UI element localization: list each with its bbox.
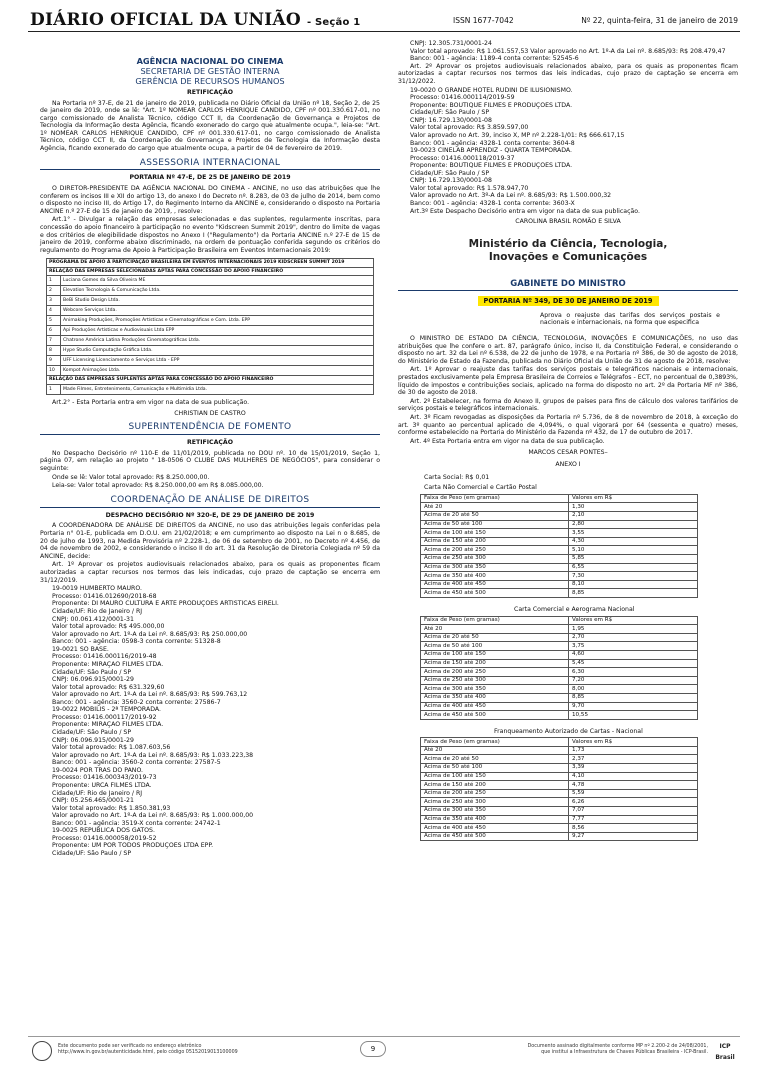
table-row — [421, 832, 698, 841]
portaria-47-art1: Art.1° - Divulgar a relação das empresas selecionadas e das suplentes, regularmente inscritas, para concessão do apoio financeiro à participação no evento "Kidscreen Summit 2019", dentro do limite de vagas e dos critérios de elegibilidade dispostos no Anexo I ("Regulamento") da Portaria ANCINE n.º 27-E de 15 de janeiro de 2019, conforme abaixo discriminado, na ordem de pontuação conferida segundo os critérios do regulamento do Programa de Apoio à Participação Brasileira em Eventos Internacionais 2019: — [40, 216, 380, 254]
portaria-349-preamble: O MINISTRO DE ESTADO DA CIÊNCIA, TECNOLOGIA, INOVAÇÕES E COMUNICAÇÕES, no uso das atribuições que lhe confere o art. 87, parágrafo único, inciso II, da Constituição Federal, e considerando o disposto no art. 32 da Lei nº 6.538, de 22 de junho de 1978, e na Portaria nº 386, de 30 de agosto de 2018, do Ministério de Estado da Fazenda, publicada no Diário Oficial da União de 31 de agosto de 2018, resolve: — [398, 335, 738, 365]
table-cell: 4,60 — [569, 650, 698, 659]
portaria-349-art2: Art. 2º Estabelecer, na forma do Anexo II, grupos de países para fins de cálculo dos valores tarifários de serviços postais e telegráficos internacionais. — [398, 397, 738, 413]
text-line: Valor total aprovado: R$ 1.850.381,93 — [52, 804, 171, 812]
table-header-row — [421, 616, 698, 625]
table-header-row — [421, 494, 698, 503]
tariff-table — [420, 737, 698, 841]
table-cell: Acima de 150 até 200 — [421, 659, 569, 668]
text-line: CNPJ: 06.096.915/0001-29 — [52, 676, 134, 684]
table-row — [421, 537, 698, 546]
issue-number-date: Nº 22, quinta-feira, 31 de janeiro de 2019 — [581, 16, 738, 25]
text-line: CNPJ: 00.061.412/0001-31 — [52, 615, 134, 623]
table-cell: 4,78 — [569, 781, 698, 790]
text-line: Processo: 01416.000343/2019-73 — [52, 774, 157, 782]
table-cell: 3,55 — [569, 529, 698, 538]
tariff-table — [420, 494, 698, 598]
table-row — [421, 572, 698, 581]
text-line: Cidade/UF: São Paulo / SP — [410, 169, 490, 177]
icp-brasil-logo: ICP Brasil — [715, 1043, 735, 1061]
text-line: Proponente: BOUTIQUE FILMES E PRODUÇÕES LTDA. — [410, 162, 573, 170]
table-cell: Acima de 150 até 200 — [421, 537, 569, 546]
table-row — [421, 685, 698, 694]
table-cell: Acima de 250 até 300 — [421, 555, 569, 564]
table-cell: 8,10 — [569, 580, 698, 589]
table-row: 10 Kompot Animações Ltda. — [47, 366, 374, 376]
table-cell: Acima de 300 até 350 — [421, 807, 569, 816]
table-header-cell: Valores em R$ — [569, 616, 698, 625]
text-line: Banco: 001 - agência: 1189-4 conta corrente: 52545-6 — [410, 55, 579, 63]
left-column — [40, 56, 380, 858]
coordenacao-heading: COORDENAÇÃO DE ANÁLISE DE DIREITOS — [40, 495, 380, 508]
despacho-art3: Art.3º Este Despacho Decisório entra em vigor na data de sua publicação. — [410, 207, 640, 215]
text-line: Valor aprovado no Art. 1º-A da Lei nº. 8.685/93: R$ 1.000.000,00 — [52, 812, 254, 820]
table-header-cell: Valores em R$ — [569, 494, 698, 503]
text-line: Banco: 001 - agência: 3560-2 conta corrente: 27586-7 — [52, 698, 221, 706]
kidscreen-table — [46, 258, 374, 395]
text-line: 19-0022 MOBILIS - 2ª TEMPORADA. — [52, 706, 161, 714]
table-row — [421, 520, 698, 529]
table-cell: 1,30 — [569, 503, 698, 512]
table-cell: Acima de 250 até 300 — [421, 676, 569, 685]
gerencia-name: GERÊNCIA DE RECURSOS HUMANOS — [135, 76, 285, 86]
portaria-349-art1: Art. 1º Aprovar o reajuste das tarifas dos serviços postais e telegráficos nacionais e internacionais, prestados exclusivamente pela Empresa Brasileira de Correios e Telégrafos - ECT, no percentual de 0,3893%, líquido de impostos e contribuições sociais, aplicado na forma do disposto no art. 2º da Portaria MF nº 386, de 30 de agosto de 2018. — [398, 366, 738, 397]
table-row — [421, 676, 698, 685]
portaria-47-text: O DIRETOR-PRESIDENTE DA AGÊNCIA NACIONAL DO CINEMA - ANCINE, no uso das atribuições que lhe conferem os incisos III e XII do artigo 13, do anexo I do Decreto nº. 8.283, de 03 de julho de 2014, bem como o disposto no inciso III, do Artigo 17, do Regimento Interno da ANCINE e, considerando o disposto na Portaria ANCINE n.º 27-E de 15 de janeiro de 2019, , resolve: — [40, 185, 380, 215]
table-subheading: RELAÇÃO DAS EMPRESAS SUPLENTES APTAS PARA CONCESSÃO DO APOIO FINANCEIRO — [47, 376, 374, 385]
table-cell: 7,07 — [569, 807, 698, 816]
table-cell: Até 20 — [421, 625, 569, 634]
footer-signature-note: Documento assinado digitalmente conforme MP nº 2.200-2 de 24/08/2001, que institui a Infraestrutura de Chaves Públicas Brasileira - ICP-Brasil. — [527, 1044, 708, 1055]
text-line: Cidade/UF: São Paulo / SP — [410, 109, 490, 117]
table-row — [421, 529, 698, 538]
text-line: Processo: 01416.000116/2019-48 — [52, 653, 157, 661]
section-label: - Seção 1 — [306, 17, 361, 28]
text-line: Processo: 01416.000114/2019-59 — [410, 94, 515, 102]
newspaper-title: DIÁRIO OFICIAL DA UNIÃO - Seção 1 — [30, 10, 361, 30]
tariff-table — [420, 616, 698, 720]
text-line: Banco: 001 - agência: 0598-3 conta corrente: 51328-8 — [52, 638, 221, 646]
table-row — [421, 659, 698, 668]
table-cell: 7,20 — [569, 676, 698, 685]
table-cell: 6,55 — [569, 563, 698, 572]
text-line: Proponente: UM POR TODOS PRODUÇÕES LTDA EPP. — [52, 842, 214, 850]
table-cell: 2,10 — [569, 512, 698, 521]
table-row — [421, 555, 698, 564]
retificacao-heading: RETIFICAÇÃO — [187, 89, 233, 96]
table-cell: Acima de 100 até 150 — [421, 772, 569, 781]
table-header-cell: Faixa de Peso (em gramas) — [421, 616, 569, 625]
text-line: Valor total aprovado: R$ 3.859.597,00 — [410, 124, 529, 132]
table-header-cell: Faixa de Peso (em gramas) — [421, 738, 569, 747]
table-cell: 3,75 — [569, 642, 698, 651]
text-line: 19-0024 POR TRÁS DO PANO. — [52, 766, 144, 774]
table-cell: 6,30 — [569, 668, 698, 677]
table-cell: Acima de 450 até 500 — [421, 832, 569, 841]
text-line: 19-0021 SÓ BASE. — [52, 645, 109, 653]
table-row — [421, 807, 698, 816]
table-row — [421, 755, 698, 764]
table-row — [421, 625, 698, 634]
footer-verification: Este documento pode ser verificado no endereço eletrônico http://www.in.gov.br/autenticidade.html, pelo código 05152019013100009 — [58, 1044, 238, 1055]
table-row — [421, 711, 698, 720]
secretaria-name: SECRETARIA DE GESTÃO INTERNA — [140, 66, 280, 76]
text-line: Proponente: MIRAÇÃO FILMES LTDA. — [52, 721, 164, 729]
anexo-heading: ANEXO I — [555, 461, 581, 469]
issn: ISSN 1677-7042 — [453, 16, 514, 25]
text-line: Valor aprovado no Art. 39, inciso X, MP nº 2.228-1/01: R$ 666.617,15 — [410, 131, 625, 139]
table-row — [421, 589, 698, 598]
text-line: Cidade/UF: Rio de Janeiro / RJ — [52, 789, 143, 797]
table-row — [421, 650, 698, 659]
text-line: Cidade/UF: São Paulo / SP — [52, 850, 132, 857]
table-row: 9 UFF Licensing Licenciamento e Serviços Ltda - EPP — [47, 356, 374, 366]
assessoria-heading: ASSESSORIA INTERNACIONAL — [40, 158, 380, 171]
table-cell: Acima de 200 até 250 — [421, 789, 569, 798]
table-cell: Acima de 350 até 400 — [421, 693, 569, 702]
table-row — [421, 772, 698, 781]
table-cell: Acima de 100 até 150 — [421, 650, 569, 659]
table-cell: Acima de 400 até 450 — [421, 702, 569, 711]
table-cell: 6,26 — [569, 798, 698, 807]
text-line: Valor total aprovado: R$ 495.000,00 — [52, 623, 165, 631]
signature: CAROLINA BRASIL ROMÃO E SILVA — [515, 218, 621, 226]
text-line: Valor aprovado no Art. 1º-A da Lei nº. 8.685/93: R$ 250.000,00 — [52, 630, 248, 638]
table-cell: 3,39 — [569, 764, 698, 773]
table-cell: Acima de 150 até 200 — [421, 781, 569, 790]
text-line: 19-0025 REPÚBLICA DOS GATOS. — [52, 827, 155, 835]
text-line: CNPJ: 16.729.130/0001-08 — [410, 177, 492, 185]
table-cell: 1,95 — [569, 625, 698, 634]
table-cell: Acima de 20 até 50 — [421, 512, 569, 521]
table-row: 5 Animaking Produções, Promoções Artísticas e Cinematográficas e Com. Ltda. EPP — [47, 316, 374, 326]
table-subheading: RELAÇÃO DAS EMPRESAS SELECIONADAS APTAS PARA CONCESSÃO DO APOIO FINANCEIRO — [47, 267, 374, 276]
project-list — [40, 585, 380, 857]
table-row — [421, 789, 698, 798]
text-line: Proponente: DI MAURO CULTURA E ARTE PRODUÇÕES ARTÍSTICAS EIRELI. — [52, 600, 279, 608]
text-line: Processo: 01416.000118/2019-37 — [410, 154, 515, 162]
despacho-art2: Art. 2º Aprovar os projetos audiovisuais relacionados abaixo, para os quais as proponentes ficam autorizadas a captar recursos nos termos das leis indicadas, cujo prazo de captação se encerra em 31/12/2022. — [398, 62, 738, 85]
table-row — [421, 563, 698, 572]
table-cell: 7,30 — [569, 572, 698, 581]
table-row — [421, 693, 698, 702]
table-cell: Acima de 400 até 450 — [421, 824, 569, 833]
gabinete-heading: GABINETE DO MINISTRO — [398, 279, 738, 291]
retificacao-heading: RETIFICAÇÃO — [187, 439, 233, 447]
text-line: Valor aprovado no Art. 3º-A da Lei nº. 8.685/93: R$ 1.500.000,32 — [410, 192, 612, 200]
table-title: PROGRAMA DE APOIO À PARTICIPAÇÃO BRASILEIRA EM EVENTOS INTERNACIONAIS 2019 KIDSCREEN SUMMIT 2019 — [47, 259, 374, 268]
table-row: 1 Luciana Gomes da Silva Oliveira ME — [47, 276, 374, 286]
page-number: 9 — [360, 1041, 386, 1057]
table-row — [421, 764, 698, 773]
table-cell: 5,85 — [569, 555, 698, 564]
table-cell: 10,55 — [569, 711, 698, 720]
table-cell: 2,37 — [569, 755, 698, 764]
table-cell: 9,70 — [569, 702, 698, 711]
despacho-art1: Art. 1º Aprovar os projetos audiovisuais relacionados abaixo, para os quais as proponentes ficam autorizadas a captar recursos nos termos das leis indicadas, cujo prazo de captação se encerra em 31/12/2019. — [40, 561, 380, 584]
text-line: Proponente: BOUTIQUE FILMES E PRODUÇÕES LTDA. — [410, 101, 573, 109]
table-cell: 8,56 — [569, 824, 698, 833]
text-line: Banco: 001 - agência: 3519-X conta corrente: 24742-1 — [52, 819, 221, 827]
table-row — [421, 668, 698, 677]
table-row — [421, 512, 698, 521]
table-cell: 5,59 — [569, 789, 698, 798]
table-row — [421, 702, 698, 711]
table-row: 3 BeBi Studio Design Ltda. — [47, 296, 374, 306]
text-line: Proponente: MIRAÇÃO FILMES LTDA. — [52, 660, 164, 668]
table-cell: Acima de 50 até 100 — [421, 642, 569, 651]
table-cell: Acima de 20 até 50 — [421, 633, 569, 642]
table-row — [421, 546, 698, 555]
onde-se-le: Onde se lê: Valor total aprovado: R$ 8.250.000,00. — [52, 473, 210, 481]
page-header — [28, 6, 740, 32]
text-line: Banco: 001 - agência: 4328-1 conta corrente: 3603-X — [410, 200, 575, 207]
text-line: 19-0023 CINELAB APRENDIZ - QUARTA TEMPORADA. — [410, 147, 572, 155]
text-line: Valor aprovado no Art. 1º-A da Lei nº. 8.685/93: R$ 1.033.223,38 — [52, 751, 254, 759]
table-row: 7 Chatrone América Latina Produções Cinematográficas Ltda. — [47, 336, 374, 346]
table-header-cell: Valores em R$ — [569, 738, 698, 747]
table-cell: Acima de 350 até 400 — [421, 572, 569, 581]
project-list — [398, 87, 738, 208]
table-cell: 8,00 — [569, 685, 698, 694]
table-cell: Acima de 300 até 350 — [421, 685, 569, 694]
table-row — [421, 503, 698, 512]
portaria-47-art2: Art.2° - Esta Portaria entra em vigor na data de sua publicação. — [52, 399, 250, 407]
table-cell: Acima de 200 até 250 — [421, 668, 569, 677]
text-line: 19-0020 O GRANDE HOTEL RUDINI DE ILUSIONISMO. — [410, 86, 573, 94]
table-row — [421, 580, 698, 589]
text-line: CNPJ: 16.729.130/0001-08 — [410, 116, 492, 124]
table-cell: Acima de 100 até 150 — [421, 529, 569, 538]
table-cell: 5,10 — [569, 546, 698, 555]
tariff-table-title: Franqueamento Autorizado de Cartas - Nacional — [494, 727, 643, 735]
table-cell: Acima de 50 até 100 — [421, 764, 569, 773]
table-row — [421, 746, 698, 755]
table-cell: Acima de 50 até 100 — [421, 520, 569, 529]
table-row — [421, 798, 698, 807]
text-line: Processo: 01416.012690/2018-68 — [52, 592, 157, 600]
portaria-349-art3: Art. 3º Ficam revogadas as disposições da Portaria nº 5.736, de 8 de novembro de 2018, à exceção do art. 3º quanto ao percentual aplicado de 4,094%, o qual vigorará por 64 (sessenta e quatro) meses, conforme estabelecido na Portaria do Ministério da Fazenda nº 432, de 17 de outubro de 2017. — [398, 414, 738, 437]
table-cell: Acima de 300 até 350 — [421, 563, 569, 572]
text-line: CNPJ: 12.305.731/0001-24 — [410, 40, 492, 47]
table-cell: Até 20 — [421, 503, 569, 512]
table-cell: 5,45 — [569, 659, 698, 668]
table-cell: Acima de 20 até 50 — [421, 755, 569, 764]
table-cell: 2,80 — [569, 520, 698, 529]
table-cell: Até 20 — [421, 746, 569, 755]
despacho-text: A COORDENADORA DE ANÁLISE DE DIREITOS da ANCINE, no uso das atribuições legais conferidas pela Portaria n° 01-E, publicada em D.O.U. em 21/02/2018; e em cumprimento ao disposto na Lei n o 8.685, de 20 de julho de 1993, na Medida Provisória nº 2.228-1, de 06 de setembro de 2001, no Decreto nº 4.456, de 04 de novembro de 2002, e considerando o inciso II do art. 31 da Resolução de Diretoria Colegiada nº 59 da ANCINE, decide: — [40, 522, 380, 560]
ementa: Aprova o reajuste das tarifas dos serviços postais e nacionais e internacionais, na forma que especifica — [540, 311, 720, 327]
text-line: Valor total aprovado: R$ 1.061.557,53 Valor aprovado no Art. 1º-A da Lei nº. 8.685/93: R$ 208.479,47 — [410, 47, 726, 55]
table-cell: Acima de 450 até 500 — [421, 711, 569, 720]
text-line: Banco: 001 - agência: 4328-1 conta corrente: 3604-8 — [410, 139, 575, 147]
coat-of-arms-icon — [32, 1041, 52, 1061]
retificacao-text: No Despacho Decisório nº 110-E de 11/01/2019, publicada no DOU nº. 10 de 15/01/2019, Seção 1, página 07, em relação ao projeto " 18-0506 O CLUBE DAS MULHERES DE NEGÓCIOS", para considerar o seguinte: — [40, 449, 380, 472]
table-row: 2 Elevation Tecnologia & Comunicação Ltda. — [47, 286, 374, 296]
tariff-table-title: Carta Não Comercial e Cartão Postal — [424, 484, 537, 492]
table-row: 6 Api Produções Artísticas e Audiovisuais Ltda EPP — [47, 326, 374, 336]
table-row: 8 Hype Studio Computação Gráfica Ltda. — [47, 346, 374, 356]
leia-se: Leia-se: Valor total aprovado: R$ 8.250.000,00 em R$ 8.085.000,00. — [52, 482, 264, 490]
table-cell: Acima de 400 até 450 — [421, 580, 569, 589]
signature: MARCOS CESAR PONTES– — [528, 448, 608, 456]
project-list — [398, 40, 738, 63]
table-row — [421, 781, 698, 790]
portaria-47-title: PORTARIA Nº 47-E, DE 25 DE JANEIRO DE 2019 — [129, 174, 291, 182]
table-row — [421, 633, 698, 642]
text-line: Valor total aprovado: R$ 1.087.603,56 — [52, 744, 171, 752]
text-line: Valor total aprovado: R$ 1.578.947,70 — [410, 184, 529, 192]
tariff-table-title: Carta Comercial e Aerograma Nacional — [514, 606, 635, 614]
table-cell: 8,85 — [569, 589, 698, 598]
table-header-row — [421, 738, 698, 747]
table-cell: Acima de 350 até 400 — [421, 815, 569, 824]
text-line: Valor aprovado no Art. 1º-A da Lei nº. 8.685/93: R$ 599.763,12 — [52, 691, 248, 699]
text-line: Cidade/UF: São Paulo / SP — [52, 668, 132, 676]
text-line: CNPJ: 05.256.465/0001-21 — [52, 797, 134, 805]
table-row — [421, 642, 698, 651]
text-line: Cidade/UF: São Paulo / SP — [52, 729, 132, 736]
table-cell: Acima de 450 até 500 — [421, 589, 569, 598]
carta-social: Carta Social: R$ 0,01 — [424, 473, 490, 481]
table-row — [421, 815, 698, 824]
signature: CHRISTIAN DE CASTRO — [174, 409, 246, 417]
table-cell: Acima de 200 até 250 — [421, 546, 569, 555]
table-cell: Acima de 250 até 300 — [421, 798, 569, 807]
text-line: Processo: 01416.000117/2019-92 — [52, 713, 157, 721]
despacho-title: DESPACHO DECISÓRIO Nº 320-E, DE 29 DE JANEIRO DE 2019 — [105, 511, 315, 519]
ministry-name: Ministério da Ciência, Tecnologia, Inovações e Comunicações — [468, 237, 668, 264]
portaria-349-art4: Art. 4º Esta Portaria entra em vigor na data de sua publicação. — [410, 438, 605, 446]
table-row — [421, 824, 698, 833]
table-cell: 8,85 — [569, 693, 698, 702]
page-footer — [28, 1036, 740, 1076]
text-line: Cidade/UF: Rio de Janeiro / RJ — [52, 608, 143, 615]
table-cell: 4,10 — [569, 772, 698, 781]
table-cell: 2,70 — [569, 633, 698, 642]
table-cell: 1,73 — [569, 746, 698, 755]
text-line: 19-0019 HUMBERTO MAURO. — [52, 585, 142, 593]
table-row: 1 Made Filmes, Entretenimento, Comunicação e Multimídia Ltda. — [47, 385, 374, 395]
table-cell: 7,77 — [569, 815, 698, 824]
superintendencia-heading: SUPERINTENDÊNCIA DE FOMENTO — [40, 422, 380, 435]
text-line: Valor total aprovado: R$ 631.329,60 — [52, 683, 165, 691]
text-line: Processo: 01416.000058/2019-52 — [52, 834, 157, 842]
right-column — [398, 40, 738, 849]
table-header-cell: Faixa de Peso (em gramas) — [421, 494, 569, 503]
portaria-349-title: PORTARIA Nº 349, DE 30 DE JANEIRO DE 2019 — [398, 297, 738, 306]
table-cell: 9,27 — [569, 832, 698, 841]
agency-name: AGÊNCIA NACIONAL DO CINEMA — [136, 56, 284, 66]
retificacao-text: Na Portaria nº 37-E, de 21 de janeiro de 2019, publicada no Diário Oficial da União nº 18, Seção 2, de 25 de janeiro de 2019, onde se lê: "Art. 1º NOMEAR CARLOS HENRIQUE CANDIDO, CPF nº 001.330.617-01, no cargo comissionado de Analista Técnico, código CCT II, da Coordenação de Governança e Projetos de Tecnologia da Informação desta Agência, ficando exonerado do cargo que atualmente ocupa.", leia-se: "Art. 1º NOMEAR CARLOS HENRIQUE CANDIDO, CPF nº 001.330.617-01, no cargo comissionado de Analista Técnico, código CCT II, da Coordenação de Governança e Projetos de Tecnologia da Informação desta Agência, ficando exonerado do cargo que atualmente ocupa, a partir de 04 de fevereiro de 2019. — [40, 99, 380, 152]
table-row: 4 Webcore Serviços Ltda. — [47, 306, 374, 316]
table-cell: 4,30 — [569, 537, 698, 546]
text-line: CNPJ: 06.096.915/0001-29 — [52, 736, 134, 744]
text-line: Banco: 001 - agência: 3560-2 conta corrente: 27587-5 — [52, 759, 221, 767]
text-line: Proponente: URCA FILMES LTDA. — [52, 781, 152, 789]
